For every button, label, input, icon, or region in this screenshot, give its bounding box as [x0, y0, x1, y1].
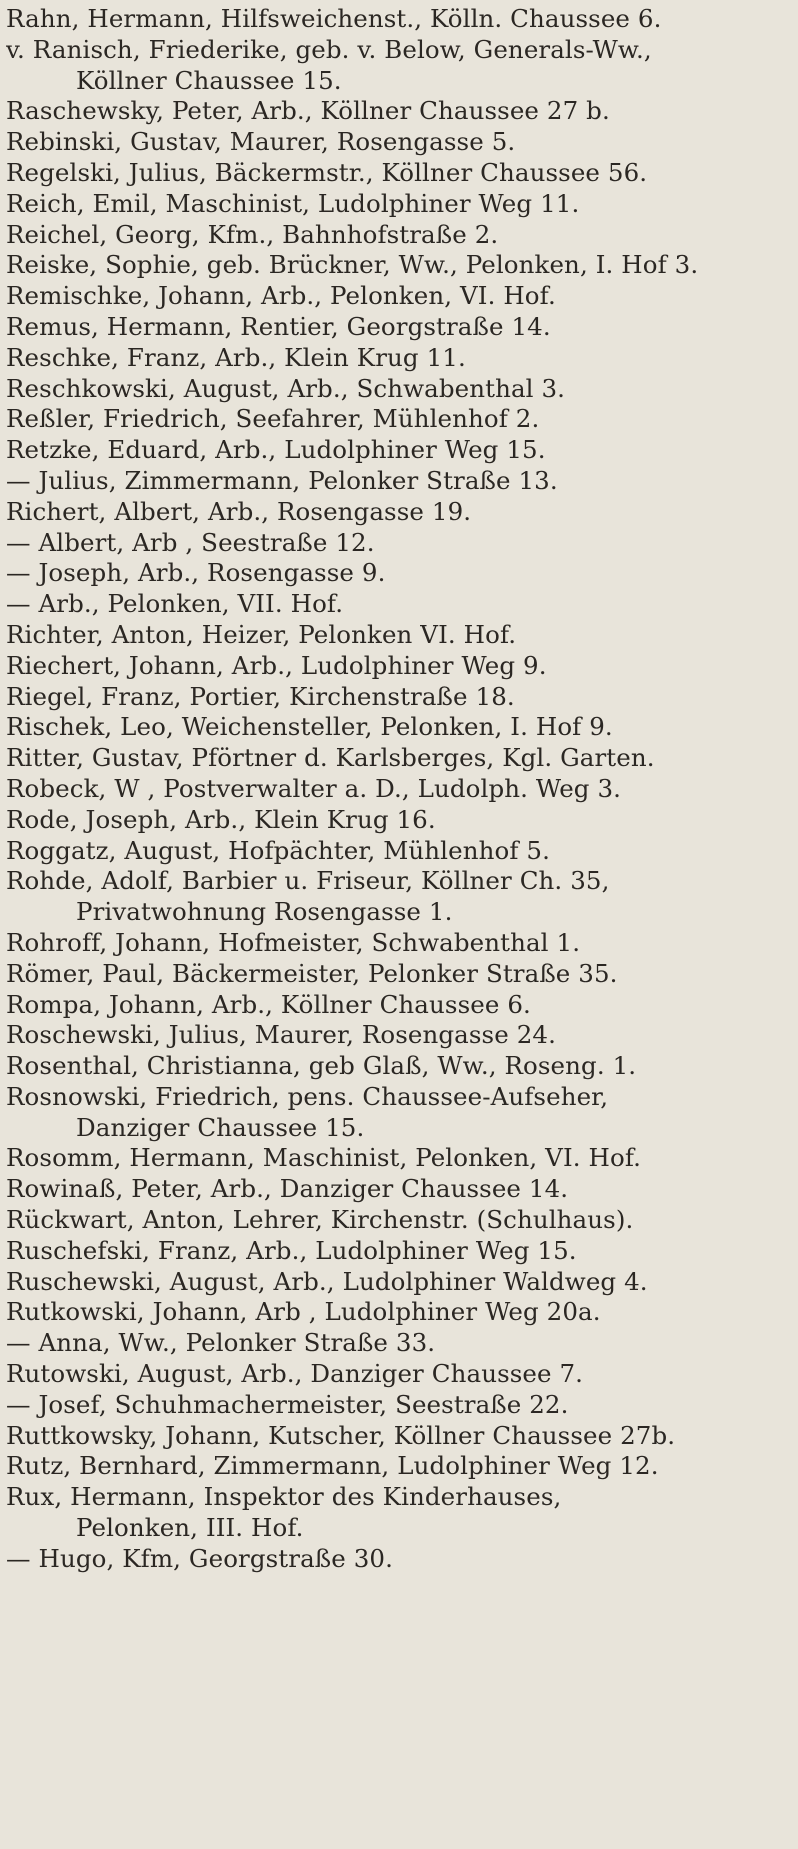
directory-entry: Richert, Albert, Arb., Rosengasse 19. — [6, 496, 472, 526]
directory-entry: Retzke, Eduard, Arb., Ludolphiner Weg 15. — [6, 435, 546, 465]
directory-entry: v. Ranisch, Friederike, geb. v. Below, Generals-Ww., — [6, 34, 652, 64]
directory-entry: Rosomm, Hermann, Maschinist, Pelonken, VI. Hof. — [6, 1143, 642, 1173]
directory-entry: Riechert, Johann, Arb., Ludolphiner Weg 9. — [6, 650, 547, 680]
directory-entry: Reschkowski, August, Arb., Schwabenthal 3. — [6, 373, 566, 403]
directory-entry: Rahn, Hermann, Hilfsweichenst., Kölln. Chaussee 6. — [6, 4, 662, 33]
directory-entry: Ruschefski, Franz, Arb., Ludolphiner Weg 15. — [6, 1235, 577, 1265]
directory-entry: Ritter, Gustav, Pförtner d. Karlsberges, Kgl. Garten. — [6, 743, 655, 773]
directory-entry: Remischke, Johann, Arb., Pelonken, VI. Hof. — [6, 281, 556, 311]
directory-entry: Richter, Anton, Heizer, Pelonken VI. Hof. — [6, 619, 517, 649]
directory-entry: — Anna, Ww., Pelonker Straße 33. — [6, 1328, 436, 1358]
directory-entry: Rückwart, Anton, Lehrer, Kirchenstr. (Schulhaus). — [6, 1205, 634, 1235]
directory-entry: Rosnowski, Friedrich, pens. Chaussee-Aufseher, — [6, 1081, 609, 1111]
directory-entry: Rosenthal, Christianna, geb Glaß, Ww., Roseng. 1. — [6, 1051, 637, 1081]
directory-entry-list — [6, 4, 784, 1575]
directory-entry-continuation: Köllner Chaussee 15. — [76, 65, 342, 95]
directory-entry: Rompa, Johann, Arb., Köllner Chaussee 6. — [6, 989, 531, 1019]
directory-entry: Ruttkowsky, Johann, Kutscher, Köllner Chaussee 27b. — [6, 1420, 676, 1450]
directory-entry: Römer, Paul, Bäckermeister, Pelonker Straße 35. — [6, 958, 618, 988]
directory-entry: Regelski, Julius, Bäckermstr., Köllner Chaussee 56. — [6, 157, 648, 187]
directory-entry: Reich, Emil, Maschinist, Ludolphiner Weg 11. — [6, 188, 580, 218]
directory-entry: Rutz, Bernhard, Zimmermann, Ludolphiner Weg 12. — [6, 1451, 659, 1481]
directory-entry: Reiske, Sophie, geb. Brückner, Ww., Pelonken, I. Hof 3. — [6, 250, 699, 280]
directory-entry: Reßler, Friedrich, Seefahrer, Mühlenhof 2. — [6, 404, 540, 434]
directory-entry: Rebinski, Gustav, Maurer, Rosengasse 5. — [6, 127, 516, 157]
directory-entry: Rux, Hermann, Inspektor des Kinderhauses, — [6, 1482, 562, 1512]
directory-entry: Ruschewski, August, Arb., Ludolphiner Waldweg 4. — [6, 1266, 648, 1296]
directory-entry: Roggatz, August, Hofpächter, Mühlenhof 5. — [6, 835, 550, 865]
directory-entry: Reichel, Georg, Kfm., Bahnhofstraße 2. — [6, 219, 499, 249]
directory-entry: Rutkowski, Johann, Arb , Ludolphiner Weg 20a. — [6, 1297, 601, 1327]
directory-entry: Rode, Joseph, Arb., Klein Krug 16. — [6, 804, 436, 834]
directory-entry: Roschewski, Julius, Maurer, Rosengasse 24. — [6, 1020, 556, 1050]
directory-entry: — Albert, Arb , Seestraße 12. — [6, 527, 375, 557]
directory-entry: — Julius, Zimmermann, Pelonker Straße 13. — [6, 465, 558, 495]
directory-entry: Remus, Hermann, Rentier, Georgstraße 14. — [6, 311, 551, 341]
directory-entry: — Hugo, Kfm, Georgstraße 30. — [6, 1543, 393, 1573]
directory-entry: Riegel, Franz, Portier, Kirchenstraße 18. — [6, 681, 515, 711]
directory-entry: Rischek, Leo, Weichensteller, Pelonken, I. Hof 9. — [6, 712, 613, 742]
directory-entry: Reschke, Franz, Arb., Klein Krug 11. — [6, 342, 466, 372]
directory-entry: — Arb., Pelonken, VII. Hof. — [6, 589, 344, 619]
directory-entry: Rutowski, August, Arb., Danziger Chaussee 7. — [6, 1359, 584, 1389]
directory-entry-continuation: Pelonken, III. Hof. — [76, 1513, 304, 1543]
directory-entry: Raschewsky, Peter, Arb., Köllner Chaussee 27 b. — [6, 96, 610, 126]
directory-entry-continuation: Privatwohnung Rosengasse 1. — [76, 897, 453, 927]
directory-entry: Robeck, W , Postverwalter a. D., Ludolph. Weg 3. — [6, 773, 622, 803]
directory-entry: — Joseph, Arb., Rosengasse 9. — [6, 558, 386, 588]
directory-entry: Rohroff, Johann, Hofmeister, Schwabenthal 1. — [6, 927, 581, 957]
directory-entry-continuation: Danziger Chaussee 15. — [76, 1112, 365, 1142]
directory-entry: Rowinaß, Peter, Arb., Danziger Chaussee 14. — [6, 1174, 569, 1204]
directory-entry: — Josef, Schuhmachermeister, Seestraße 22. — [6, 1389, 569, 1419]
directory-entry: Rohde, Adolf, Barbier u. Friseur, Köllner Ch. 35, — [6, 866, 610, 896]
